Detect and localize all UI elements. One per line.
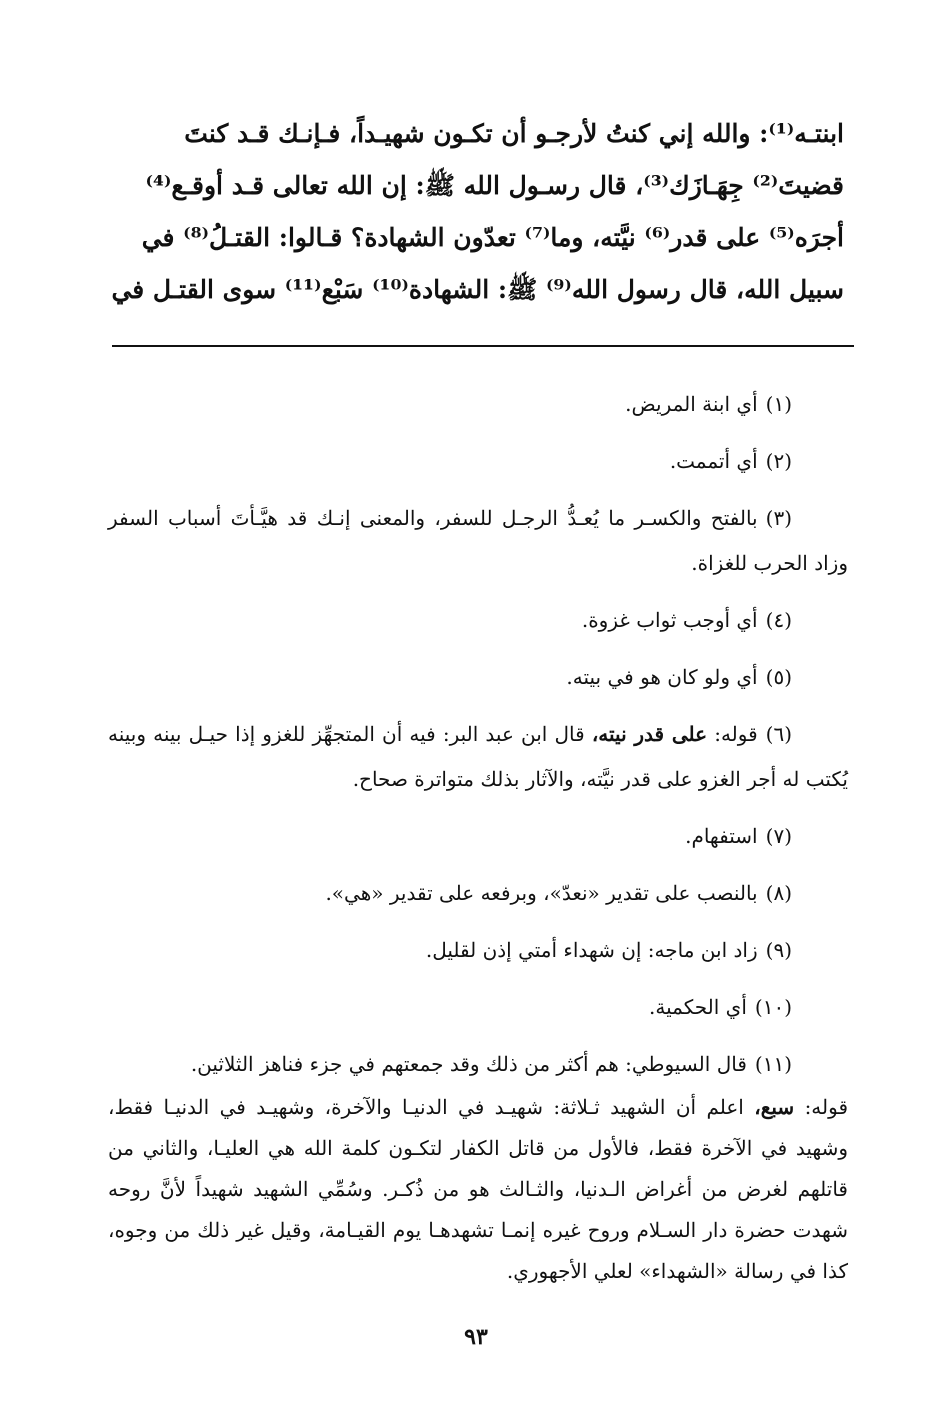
footnote-divider [112,345,854,347]
footnote-number: (٣) [765,506,792,530]
page-number: ٩٣ [464,1324,488,1350]
footnote [108,496,848,586]
footnote-text: أي أوجب ثواب غزوة. [581,608,758,632]
commentary-bold: سبع، [754,1095,795,1119]
footnote-prefix: قوله: [714,722,758,746]
footnote [108,1042,848,1087]
footnote [108,382,848,427]
commentary-text: اعلم أن الشهيد ثـلاثة: شهيـد في الدنيـا والآخرة، وشهيـد في الدنيـا فقط، وشهيد في الآخرة فقط، فالأول من قاتل الكفار لتكـون كلمة الله هي العليـا، والثاني من قاتلهم لغرض من أغراض الـدنيا، والثـالث هو من ذُكـر. وسُمِّي الشهيد شهيداً لأنَّ روحه شهدت حضرة دار السـلام وروح غيره إنمـا تشهدهـا يوم القيـامة، وقيل غير ذلك من وجوه، كذا في رسالة «الشهداء» لعلي الأجهوري. [108,1095,848,1283]
footnote-number: (١٠) [754,995,792,1019]
footnote-text: بالنصب على تقدير «نعدّ»، وبرفعه على تقدير «هي». [325,881,758,905]
footnote-text: أي الحكمية. [649,995,747,1019]
main-text-line: ابنتـه⁽¹⁾: والله إني كنتُ لأرجـو أن تكـون شهيـداً، فـإنـك قـد كنتَ [184,119,844,148]
footnotes [108,382,848,1292]
footnote [108,598,848,643]
footnote [108,985,848,1030]
footnote-text: استفهام. [685,824,758,848]
footnote-text: زاد ابن ماجه: إن شهداء أمتي إذن لقليل. [425,938,758,962]
footnote-text: أي أتممت. [669,449,758,473]
footnote-number: (٩) [765,938,792,962]
footnote [108,439,848,484]
footnote-number: (٤) [765,608,792,632]
footnote-text: قال ابن عبد البر: فيه أن المتجهِّز للغزو إذا حيـل بينه وبينه يُكتب له أجر الغزو على قدر نيَّته، والآثار بذلك متواترة صحاح. [108,722,848,791]
footnote-text: قال السيوطي: هم أكثر من ذلك وقد جمعتهم في جزء فناهز الثلاثين. [190,1052,747,1076]
footnote-bold: على قدر نيته، [591,722,708,746]
footnote-number: (٢) [765,449,792,473]
main-text [108,108,844,316]
commentary [108,1087,848,1292]
footnote-text: أي ابنة المريض. [625,392,758,416]
footnote-number: (٥) [765,665,792,689]
main-text-line: سبيل الله، قال رسول الله⁽⁹⁾ ﷺ: الشهادة⁽¹⁰⁾ سَبْع⁽¹¹⁾ سوى القتـل في [111,275,844,304]
footnote-number: (٨) [765,881,792,905]
footnote [108,712,848,802]
footnote [108,871,848,916]
footnote-text: أي ولو كان هو في بيته. [566,665,758,689]
footnote-number: (١) [765,392,792,416]
main-text-line: أجرَه⁽⁵⁾ على قدر⁽⁶⁾ نيَّته، وما⁽⁷⁾ تعدّون الشهادة؟ قـالوا: القتـلُ⁽⁸⁾ في [141,223,844,252]
footnote-number: (٦) [765,722,793,746]
footnote-number: (٧) [765,824,792,848]
footnote-text: بالفتح والكسـر ما يُعـدُّ الرجـل للسفر، والمعنى إنـك قد هيَّـأتَ أسباب السفر وزاد الحرب للغزاة. [108,506,848,575]
footnote [108,814,848,859]
commentary-prefix: قوله: [804,1095,849,1119]
footnote [108,655,848,700]
main-text-line: قضيتَ⁽²⁾ جِهَـازَك⁽³⁾، قال رسـول الله ﷺ: إن الله تعالى قـد أوقـع⁽⁴⁾ [145,171,844,200]
footnote-number: (١١) [754,1052,792,1076]
footnote [108,928,848,973]
